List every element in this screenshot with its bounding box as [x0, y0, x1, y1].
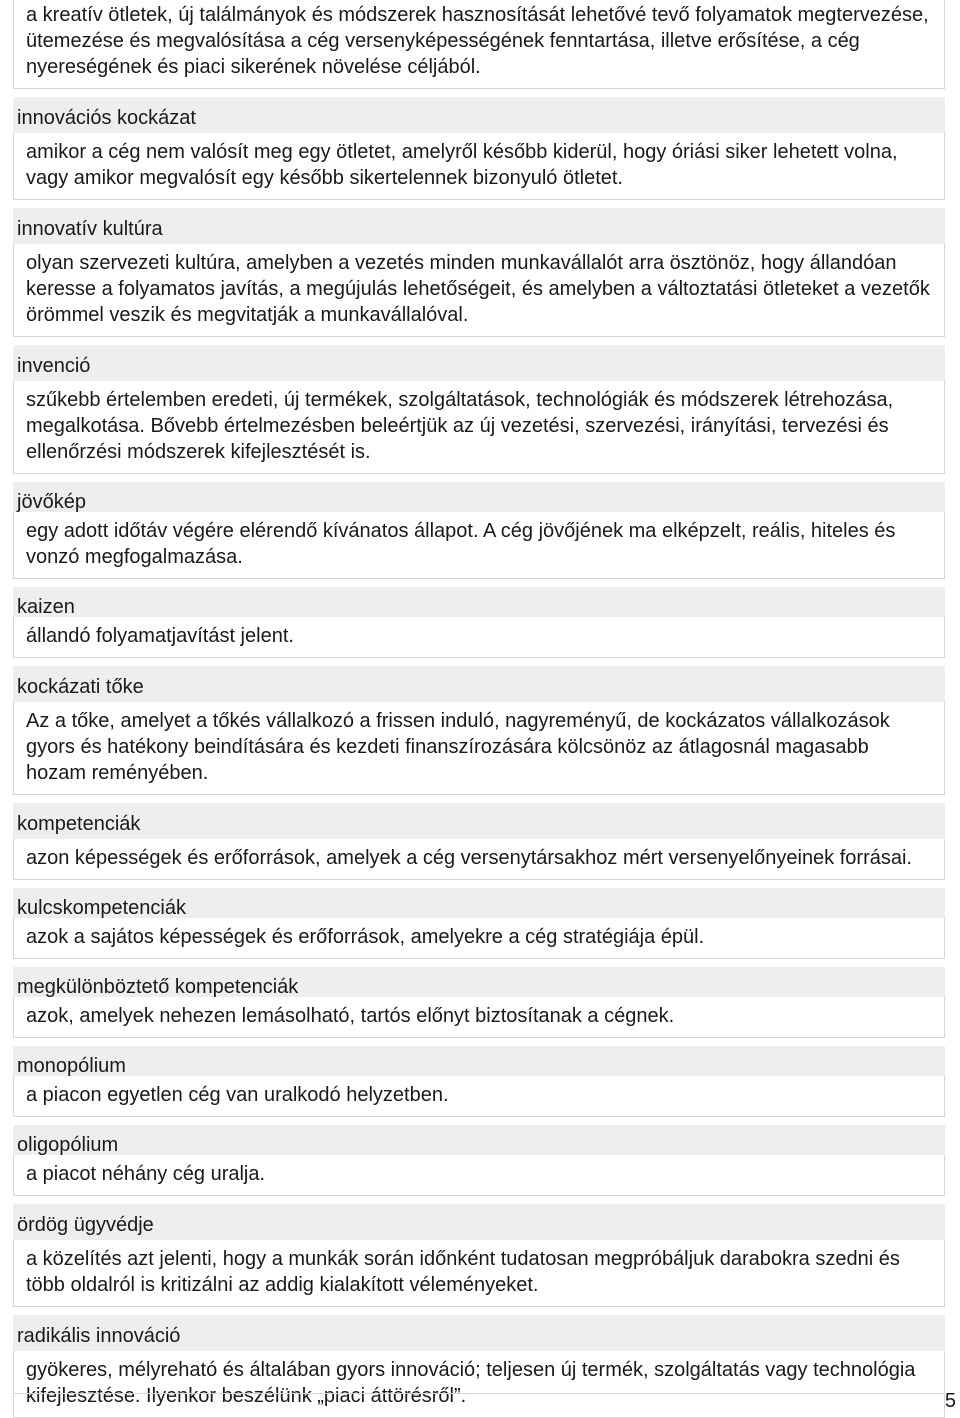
glossary-term: kulcskompetenciák [13, 888, 945, 918]
glossary-definition: gyökeres, mélyreható és általában gyors innováció; teljesen új termék, szolgáltatás vagy technológia kifejlesztése. Ilyenkor beszélünk „piaci áttörésről”. [13, 1351, 945, 1418]
glossary-definition: amikor a cég nem valósít meg egy ötletet, amelyről később kiderül, hogy óriási siker lehetett volna, vagy amikor megvalósít egy később sikertelennek bizonyuló ötletet. [13, 133, 945, 200]
glossary-term: megkülönböztető kompetenciák [13, 967, 945, 997]
glossary-entry [13, 1046, 945, 1117]
glossary-term: jövőkép [13, 482, 945, 512]
glossary-term: oligopólium [13, 1125, 945, 1155]
glossary-definition: egy adott időtáv végére elérendő kívánatos állapot. A cég jövőjének ma elképzelt, reális, hiteles és vonzó megfogalmazása. [13, 512, 945, 579]
glossary-term: innovatív kultúra [13, 208, 945, 244]
glossary-list [13, 0, 945, 1418]
glossary-definition: a piacon egyetlen cég van uralkodó helyzetben. [13, 1076, 945, 1117]
glossary-entry [13, 1204, 945, 1307]
glossary-definition: azok a sajátos képességek és erőforrások, amelyekre a cég stratégiája épül. [13, 918, 945, 959]
glossary-definition: szűkebb értelemben eredeti, új termékek, szolgáltatások, technológiák és módszerek létrehozása, megalkotása. Bővebb értelmezésben beleértjük az új vezetési, szervezési, irányítási, tervezési és ellenőrzési módszerek kifejlesztését is. [13, 381, 945, 474]
glossary-entry [13, 587, 945, 658]
page-number: 5 [944, 1390, 956, 1412]
glossary-term: kaizen [13, 587, 945, 617]
glossary-term: innovációs kockázat [13, 97, 945, 133]
glossary-term: kompetenciák [13, 803, 945, 839]
glossary-entry [13, 666, 945, 795]
page-bottom-divider [13, 1393, 945, 1394]
glossary-entry [13, 967, 945, 1038]
glossary-term: kockázati tőke [13, 666, 945, 702]
glossary-term: ördög ügyvédje [13, 1204, 945, 1240]
glossary-definition: a piacot néhány cég uralja. [13, 1155, 945, 1196]
intro-definition: a kreatív ötletek, új találmányok és módszerek hasznosítását lehetővé tevő folyamatok megtervezése, ütemezése és megvalósítása a cég versenyképességének fenntartása, illetve erősítése, a cég nyereségének és piaci sikerének növelése céljából. [13, 0, 945, 89]
glossary-entry [13, 482, 945, 579]
glossary-term: monopólium [13, 1046, 945, 1076]
glossary-definition: olyan szervezeti kultúra, amelyben a vezetés minden munkavállalót arra ösztönöz, hogy állandóan keresse a folyamatos javítás, a megújulás lehetőségeit, és amelyben a változtatási ötleteket a vezetők örömmel veszik és megvitatják a munkavállalóval. [13, 244, 945, 337]
glossary-entry [13, 1315, 945, 1418]
glossary-entry [13, 803, 945, 880]
glossary-definition: azon képességek és erőforrások, amelyek a cég versenytársakhoz mért versenyelőnyeinek forrásai. [13, 839, 945, 880]
glossary-entry [13, 1125, 945, 1196]
glossary-definition: Az a tőke, amelyet a tőkés vállalkozó a frissen induló, nagyreményű, de kockázatos vállalkozások gyors és hatékony beindítására és kezdeti finanszírozására kölcsönöz az átlagosnál magasabb hozam reményében. [13, 702, 945, 795]
glossary-entry [13, 208, 945, 337]
glossary-definition: a közelítés azt jelenti, hogy a munkák során időnként tudatosan megpróbáljuk darabokra szedni és több oldalról is kritizálni az addig kialakított véleményeket. [13, 1240, 945, 1307]
glossary-term: radikális innováció [13, 1315, 945, 1351]
glossary-definition: azok, amelyek nehezen lemásolható, tartós előnyt biztosítanak a cégnek. [13, 997, 945, 1038]
glossary-entry [13, 345, 945, 474]
glossary-entry [13, 97, 945, 200]
glossary-definition: állandó folyamatjavítást jelent. [13, 617, 945, 658]
glossary-term: invenció [13, 345, 945, 381]
glossary-entry [13, 888, 945, 959]
